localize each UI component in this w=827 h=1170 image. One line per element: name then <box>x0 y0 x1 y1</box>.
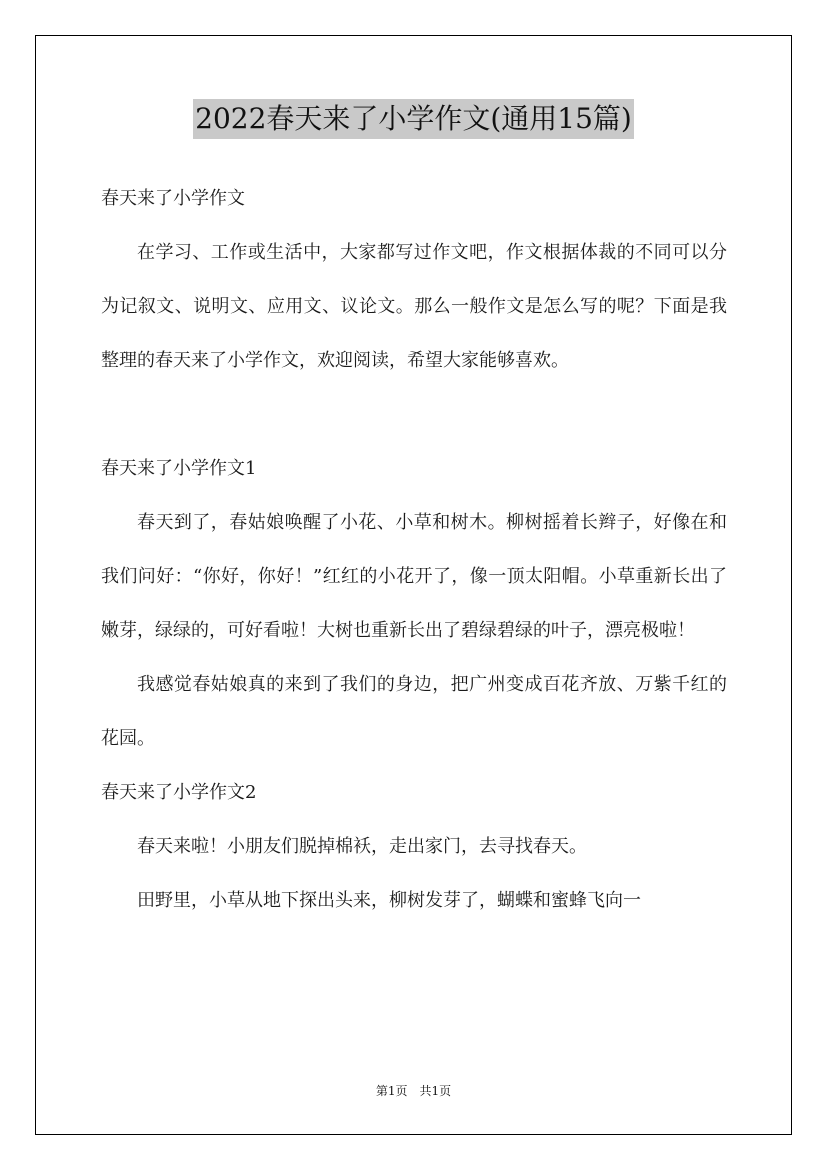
section-heading: 春天来了小学作文1 <box>101 458 257 479</box>
document-title: 2022春天来了小学作文(通用15篇) <box>193 99 634 139</box>
page-footer <box>0 1083 827 1099</box>
document-body <box>101 172 727 928</box>
paragraph: 我感觉春姑娘真的来到了我们的身边，把广州变成百花齐放、万紫千红的花园。 <box>101 674 727 749</box>
paragraph: 春天到了，春姑娘唤醒了小花、小草和树木。柳树摇着长辫子，好像在和我们问好：“你好，你好！”红红的小花开了，像一顶太阳帽。小草重新长出了嫩芽，绿绿的，可好看啦！大树也重新长出了碧绿碧绿的叶子，漂亮极啦！ <box>101 512 727 641</box>
page-number: 第1页 <box>375 1084 408 1098</box>
paragraph: 春天来啦！小朋友们脱掉棉袄，走出家门，去寻找春天。 <box>137 836 587 857</box>
section-heading: 春天来了小学作文2 <box>101 782 257 803</box>
section-heading: 春天来了小学作文 <box>101 188 245 209</box>
blank-line <box>101 388 727 442</box>
paragraph: 在学习、工作或生活中，大家都写过作文吧，作文根据体裁的不同可以分为记叙文、说明文、应用文、议论文。那么一般作文是怎么写的呢？下面是我整理的春天来了小学作文，欢迎阅读，希望大家能够喜欢。 <box>101 242 727 371</box>
title-container <box>0 99 827 139</box>
page-total: 共1页 <box>419 1084 452 1098</box>
paragraph: 田野里，小草从地下探出头来，柳树发芽了，蝴蝶和蜜蜂飞向一 <box>137 890 641 911</box>
